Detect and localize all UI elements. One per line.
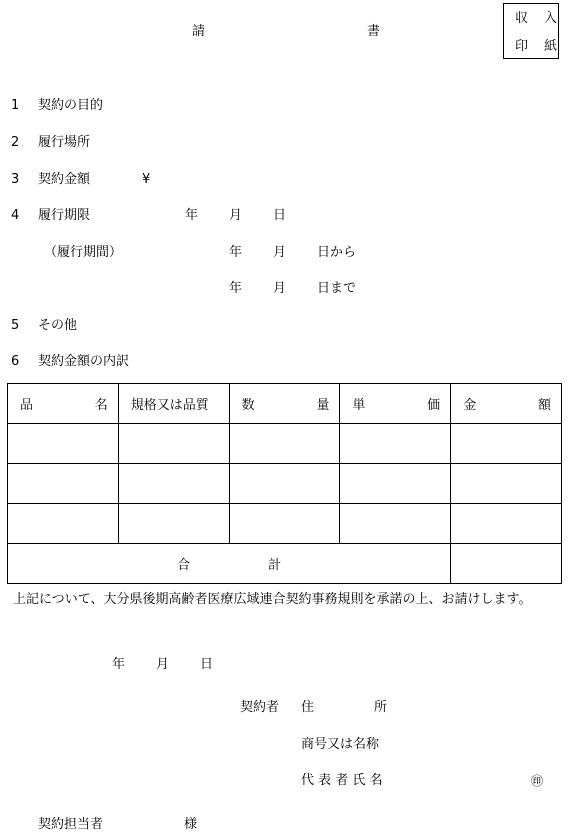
header-unit-price [340,384,451,424]
contractor-label: 契約者 [240,700,280,715]
table-cell [451,464,562,504]
period-from-year: 年 [229,245,243,260]
header-text: 額 [537,398,551,413]
title-right-char: 書 [367,24,381,39]
table-cell [340,504,451,544]
period-from-month: 月 [273,245,287,260]
table-cell [229,464,340,504]
stamp-char: 紙 [544,39,558,54]
item-label-deadline: 履行期限 [38,208,91,223]
acceptance-statement: 上記について、大分県後期高齢者医療広域連合契約事務規則を承諾の上、お請けします。 [13,592,532,607]
trade-name-label: 商号又は名称 [301,737,380,752]
table-cell [118,464,229,504]
breakdown-table [7,383,562,584]
period-from-day: 日から [317,245,357,260]
table-cell [229,504,340,544]
total-label-char: 合 [177,558,191,573]
table-cell [340,424,451,464]
deadline-month: 月 [229,208,243,223]
period-to-year: 年 [229,281,243,296]
table-cell [8,504,119,544]
item-label-breakdown: 契約金額の内訳 [38,354,130,369]
table-cell [8,464,119,504]
deadline-year: 年 [185,208,199,223]
table-total-row [8,544,562,584]
address-label-char: 住 [301,700,315,715]
header-text: 規格又は品質 [130,398,209,413]
address-label-char: 所 [374,700,388,715]
item-label-place: 履行場所 [38,135,91,150]
table-cell [118,504,229,544]
yen-sign: ¥ [142,172,151,187]
table-row [8,464,562,504]
header-text: 品 [20,398,34,413]
representative-label: 代 表 者 氏 名 [301,773,383,788]
header-quantity [229,384,340,424]
officer-label: 契約担当者 [38,817,104,832]
header-text: 金 [463,398,477,413]
sign-date-day: 日 [200,657,214,672]
deadline-day: 日 [273,208,287,223]
table-row [8,504,562,544]
period-to-month: 月 [273,281,287,296]
table-cell [229,424,340,464]
header-text: 価 [427,398,441,413]
stamp-char: 入 [544,11,558,26]
total-label-cell [8,544,451,584]
header-spec [118,384,229,424]
header-text: 量 [316,398,330,413]
table-row [8,424,562,464]
stamp-char: 印 [515,39,529,54]
header-item-name [8,384,119,424]
title-left-char: 請 [192,24,206,39]
header-text: 名 [94,398,108,413]
header-text: 数 [241,398,255,413]
table-cell [118,424,229,464]
sign-date-month: 月 [156,657,170,672]
stamp-char: 収 [515,11,529,26]
period-to-day: 日まで [317,281,357,296]
item-number: 1 [11,98,20,113]
item-label-amount: 契約金額 [38,172,91,187]
item-label-purpose: 契約の目的 [38,98,104,113]
item-number: 5 [11,318,20,333]
table-cell [8,424,119,464]
item-number: 3 [11,172,20,187]
item-number: 6 [11,354,20,369]
table-header-row [8,384,562,424]
total-amount-cell [451,544,562,584]
table-cell [340,464,451,504]
header-text: 単 [352,398,366,413]
table-cell [451,504,562,544]
header-amount [451,384,562,424]
item-number: 2 [11,135,20,150]
seal-mark: ㊞ [531,774,544,788]
officer-suffix: 様 [184,817,198,832]
sign-date-year: 年 [112,657,126,672]
item-label-other: その他 [38,318,78,333]
period-label: （履行期間） [44,245,123,260]
total-label-char: 計 [268,558,282,573]
item-number: 4 [11,208,20,223]
revenue-stamp-box [503,3,559,59]
table-cell [451,424,562,464]
